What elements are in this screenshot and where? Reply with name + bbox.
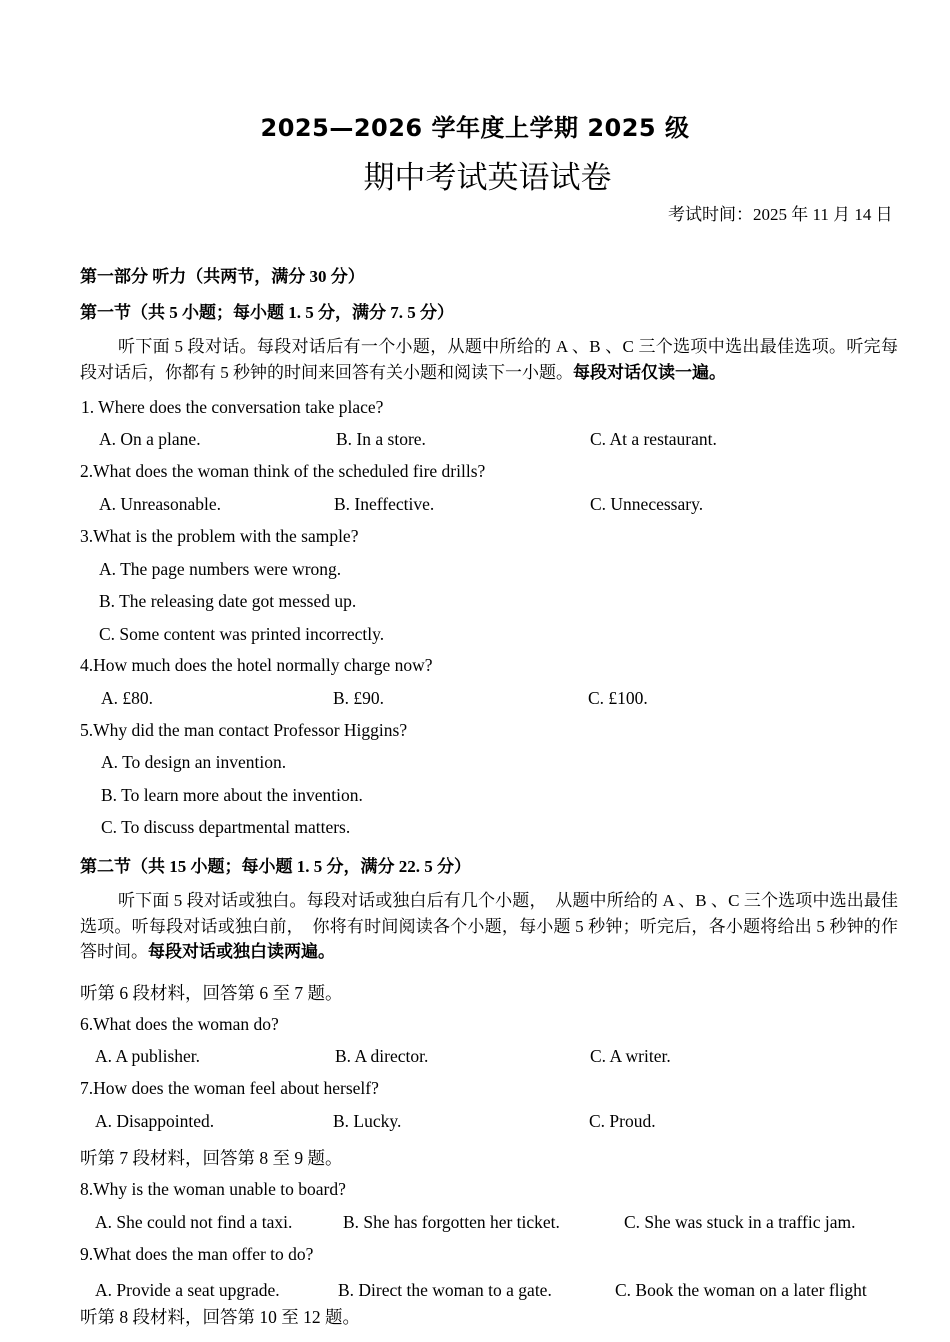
- q8-option-b[interactable]: B. She has forgotten her ticket.: [343, 1212, 560, 1232]
- q6-option-a[interactable]: A. A publisher.: [95, 1046, 201, 1066]
- question-6: 6.What does the woman do?: [80, 1014, 279, 1034]
- q8-option-a[interactable]: A. She could not find a taxi.: [95, 1212, 293, 1232]
- material-7-label: 听第 7 段材料，回答第 8 至 9 题。: [80, 1148, 343, 1168]
- q5-option-c[interactable]: C. To discuss departmental matters.: [101, 817, 351, 837]
- exam-time: 考试时间：2025 年 11 月 14 日: [668, 205, 893, 224]
- q7-option-b[interactable]: B. Lucky.: [333, 1111, 402, 1131]
- section1-heading: 第一节（共 5 小题；每小题 1. 5 分，满分 7. 5 分）: [80, 303, 454, 322]
- section2-instructions: 听下面 5 段对话或独白。每段对话或独白后有几个小题， 从题中所给的 A 、B 、C 三个选项中选出最佳选项。听每段对话或独白前， 你将有时间阅读各个小题，每小题 5 秒钟；听完后，各小题将给出 5 秒钟的作答时间。每段对话或独白读两遍。: [80, 891, 898, 961]
- q5-option-a[interactable]: A. To design an invention.: [101, 752, 287, 772]
- question-4: 4.How much does the hotel normally charge now?: [80, 655, 433, 675]
- q8-option-c[interactable]: C. She was stuck in a traffic jam.: [624, 1212, 856, 1232]
- material-6-label: 听第 6 段材料，回答第 6 至 7 题。: [80, 983, 343, 1003]
- question-8: 8.Why is the woman unable to board?: [80, 1179, 346, 1199]
- q4-option-b[interactable]: B. £90.: [333, 688, 385, 708]
- q6-option-c[interactable]: C. A writer.: [590, 1046, 671, 1066]
- q3-option-a[interactable]: A. The page numbers were wrong.: [99, 559, 342, 579]
- question-5: 5.Why did the man contact Professor Higgins?: [80, 720, 408, 740]
- q1-option-b[interactable]: B. In a store.: [336, 429, 426, 449]
- question-3: 3.What is the problem with the sample?: [80, 526, 359, 546]
- exam-title-line2: 期中考试英语试卷: [363, 160, 612, 196]
- q3-option-b[interactable]: B. The releasing date got messed up.: [99, 591, 357, 611]
- q7-option-c[interactable]: C. Proud.: [589, 1111, 656, 1131]
- q1-option-c[interactable]: C. At a restaurant.: [590, 429, 717, 449]
- q3-option-c[interactable]: C. Some content was printed incorrectly.: [99, 624, 385, 644]
- exam-title-line1: 2025—2026 学年度上学期 2025 级: [260, 114, 690, 142]
- section1-instructions: 听下面 5 段对话。每段对话后有一个小题，从题中所给的 A 、B 、C 三个选项中选出最佳选项。听完每段对话后，你都有 5 秒钟的时间来回答有关小题和阅读下一小题。每段对话仅读一遍。: [80, 337, 898, 382]
- q9-option-a[interactable]: A. Provide a seat upgrade.: [95, 1280, 280, 1300]
- q5-option-b[interactable]: B. To learn more about the invention.: [101, 785, 363, 805]
- question-9: 9.What does the man offer to do?: [80, 1244, 314, 1264]
- q9-option-b[interactable]: B. Direct the woman to a gate.: [338, 1280, 552, 1300]
- question-2: 2.What does the woman think of the scheduled fire drills?: [80, 461, 486, 481]
- section2-heading: 第二节（共 15 小题；每小题 1. 5 分，满分 22. 5 分）: [80, 857, 471, 876]
- question-7: 7.How does the woman feel about herself?: [80, 1078, 379, 1098]
- q2-option-b[interactable]: B. Ineffective.: [334, 494, 435, 514]
- q7-option-a[interactable]: A. Disappointed.: [95, 1111, 215, 1131]
- question-1: 1. Where does the conversation take place?: [81, 397, 384, 417]
- part1-heading: 第一部分 听力（共两节，满分 30 分）: [80, 267, 365, 286]
- q4-option-c[interactable]: C. £100.: [588, 688, 648, 708]
- q2-option-c[interactable]: C. Unnecessary.: [590, 494, 704, 514]
- q2-option-a[interactable]: A. Unreasonable.: [99, 494, 221, 514]
- material-8-label: 听第 8 段材料，回答第 10 至 12 题。: [80, 1307, 360, 1327]
- q6-option-b[interactable]: B. A director.: [335, 1046, 429, 1066]
- q9-option-c[interactable]: C. Book the woman on a later flight: [615, 1280, 867, 1300]
- q1-option-a[interactable]: A. On a plane.: [99, 429, 201, 449]
- q4-option-a[interactable]: A. £80.: [101, 688, 154, 708]
